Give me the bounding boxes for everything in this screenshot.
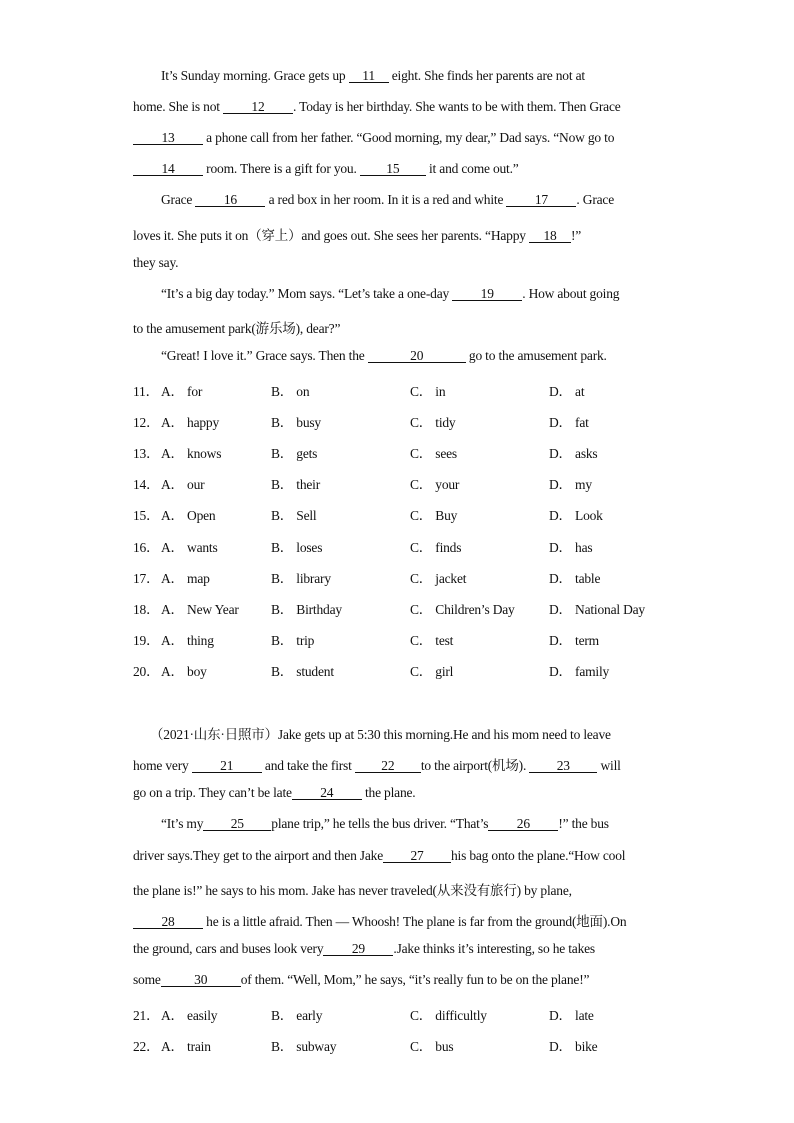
option-c[interactable]: C． jacket [410, 570, 467, 586]
option-b[interactable]: B． busy [271, 415, 321, 431]
option-b[interactable]: B． library [271, 570, 331, 586]
passage1-line [133, 130, 673, 146]
text: “Great! I love it.” Grace says. Then the [161, 348, 368, 363]
passage2-line [133, 972, 673, 988]
text: plane trip,” he tells the bus driver. “That’s [271, 816, 489, 831]
question-number: 13． [133, 446, 160, 462]
question-number: 16． [133, 539, 160, 555]
blank-16[interactable]: 16 [195, 193, 265, 207]
passage1-line [133, 161, 673, 177]
text: they say. [133, 255, 179, 270]
option-a[interactable]: A． thing [161, 632, 214, 648]
option-b[interactable]: B． their [271, 477, 321, 493]
blank-15[interactable]: 15 [360, 162, 426, 176]
option-c[interactable]: C． difficultly [410, 1008, 487, 1023]
option-c[interactable]: C． your [410, 477, 460, 493]
text: home. She is not [133, 99, 223, 114]
blank-14[interactable]: 14 [133, 162, 203, 176]
blank-28[interactable]: 28 [133, 915, 203, 929]
text: “It’s a big day today.” Mom says. “Let’s take a one-day [161, 286, 453, 301]
blank-17[interactable]: 17 [506, 193, 576, 207]
option-a[interactable]: A． knows [161, 446, 222, 462]
option-c[interactable]: C． test [410, 632, 454, 648]
option-d[interactable]: D． term [549, 632, 599, 648]
blank-25[interactable]: 25 [203, 817, 271, 831]
option-row [133, 473, 693, 491]
option-a[interactable]: A． wants [161, 539, 218, 555]
option-d[interactable]: D． Look [549, 508, 603, 524]
option-c[interactable]: C． finds [410, 539, 462, 555]
option-row [133, 504, 693, 522]
option-row [133, 660, 693, 678]
question-number: 12． [133, 415, 160, 431]
passage2-line [133, 941, 673, 957]
passage2-line [133, 785, 673, 801]
text: room. There is a gift for you. [203, 161, 360, 176]
option-row [133, 629, 693, 647]
option-b[interactable]: B． trip [271, 632, 315, 648]
text: .Jake thinks it’s interesting, so he takes [393, 941, 595, 956]
passage1-line [133, 255, 673, 271]
blank-27[interactable]: 27 [383, 849, 451, 863]
option-b[interactable]: B． subway [271, 1039, 337, 1054]
text: driver says.They get to the airport and then Jake [133, 848, 383, 863]
question-number: 15． [133, 508, 160, 524]
question-number: 18． [133, 601, 160, 617]
option-b[interactable]: B． student [271, 663, 334, 679]
passage1-line [161, 348, 701, 364]
question-number: 19． [133, 632, 160, 648]
text: “It’s my [161, 816, 204, 831]
passage1-line [133, 99, 673, 115]
option-c[interactable]: C． girl [410, 663, 454, 679]
text: and take the first [261, 758, 355, 773]
text: It’s Sunday morning. Grace gets up [161, 68, 349, 83]
blank-24[interactable]: 24 [292, 786, 362, 800]
option-b[interactable]: B． Birthday [271, 601, 342, 617]
passage1-line [133, 317, 673, 337]
option-b[interactable]: B． early [271, 1008, 323, 1023]
option-d[interactable]: D． late [549, 1008, 594, 1023]
option-row [133, 380, 693, 398]
option-row [133, 598, 693, 616]
option-d[interactable]: D． fat [549, 415, 589, 431]
text: some [133, 972, 161, 987]
option-d[interactable]: D． at [549, 384, 585, 399]
question-number: 14． [133, 477, 160, 493]
text: to the airport(机场). [420, 758, 530, 773]
blank-12[interactable]: 12 [223, 100, 293, 114]
question-number: 17． [133, 570, 160, 586]
option-b[interactable]: B． loses [271, 539, 323, 555]
passage2-line [161, 816, 701, 832]
passage1-line [133, 224, 673, 244]
text: !” [571, 228, 582, 243]
option-d[interactable]: D． National Day [549, 601, 645, 617]
blank-30[interactable]: 30 [161, 973, 241, 987]
text: to the amusement park(游乐场), dear?” [133, 321, 341, 336]
option-b[interactable]: B． Sell [271, 508, 317, 524]
option-a[interactable]: A． happy [161, 415, 220, 431]
option-c[interactable]: C． in [410, 384, 446, 399]
text: a red box in her room. In it is a red and white [265, 192, 507, 207]
option-c[interactable]: C． Children’s Day [410, 601, 515, 617]
passage2-line [133, 910, 673, 930]
option-a[interactable]: A． map [161, 570, 210, 586]
option-a[interactable]: A． boy [161, 663, 207, 679]
text: loves it. She puts it on（穿上）and goes out. She sees her parents. “Happy [133, 228, 529, 243]
option-row [133, 536, 693, 554]
passage1-line [161, 192, 701, 208]
text: the plane. [361, 785, 416, 800]
option-a[interactable]: A． train [161, 1039, 211, 1054]
text: will [597, 758, 621, 773]
passage2-line [133, 879, 673, 899]
option-row [133, 1004, 693, 1022]
option-a[interactable]: A． easily [161, 1008, 218, 1023]
option-c[interactable]: C． bus [410, 1039, 454, 1054]
text: it and come out.” [425, 161, 519, 176]
text: . Today is her birthday. She wants to be with them. Then Grace [292, 99, 621, 114]
text: go on a trip. They can’t be late [133, 785, 292, 800]
blank-13[interactable]: 13 [133, 131, 203, 145]
option-b[interactable]: B． on [271, 384, 310, 399]
option-d[interactable]: D． bike [549, 1039, 598, 1054]
text: （2021·山东·日照市）Jake gets up at 5:30 this morning.He and his mom need to leave [150, 727, 611, 742]
text: he is a little afraid. Then — Whoosh! The plane is far from the ground(地面).On [203, 914, 627, 929]
option-d[interactable]: D． family [549, 663, 610, 679]
blank-11[interactable]: 11 [349, 69, 389, 83]
blank-29[interactable]: 29 [323, 942, 393, 956]
text: Grace [161, 192, 196, 207]
passage2-line [150, 723, 690, 743]
option-row [133, 567, 693, 585]
text: the plane is!” he says to his mom. Jake has never traveled(从来没有旅行) by plane, [133, 883, 572, 898]
option-a[interactable]: A． Open [161, 508, 216, 524]
option-a[interactable]: A． our [161, 477, 205, 493]
option-b[interactable]: B． gets [271, 446, 318, 462]
option-row [133, 411, 693, 429]
option-row [133, 442, 693, 460]
option-row [133, 1035, 693, 1053]
blank-20[interactable]: 20 [368, 349, 466, 363]
question-number: 21． [133, 1008, 160, 1023]
option-d[interactable]: D． table [549, 570, 601, 586]
text: home very [133, 758, 192, 773]
option-c[interactable]: C． sees [410, 446, 457, 462]
option-c[interactable]: C． Buy [410, 508, 458, 524]
text: . Grace [576, 192, 614, 207]
passage2-line [133, 848, 673, 864]
text: his bag onto the plane.“How cool [451, 848, 626, 863]
text: of them. “Well, Mom,” he says, “it’s really fun to be on the plane!” [240, 972, 590, 987]
passage2-line [133, 754, 673, 774]
blank-22[interactable]: 22 [355, 759, 421, 773]
text: !” the bus [558, 816, 609, 831]
text: a phone call from her father. “Good morning, my dear,” Dad says. “Now go to [203, 130, 615, 145]
blank-26[interactable]: 26 [488, 817, 558, 831]
option-d[interactable]: D． asks [549, 446, 598, 462]
blank-19[interactable]: 19 [452, 287, 522, 301]
question-number: 11． [133, 384, 159, 399]
blank-18[interactable]: 18 [529, 229, 571, 243]
text: go to the amusement park. [465, 348, 607, 363]
option-c[interactable]: C． tidy [410, 415, 456, 431]
text: eight. She finds her parents are not at [388, 68, 585, 83]
blank-21[interactable]: 21 [192, 759, 262, 773]
passage1-line [161, 68, 701, 84]
option-d[interactable]: D． my [549, 477, 592, 493]
option-a[interactable]: A． New Year [161, 601, 239, 617]
text: . How about going [522, 286, 620, 301]
option-a[interactable]: A． for [161, 384, 203, 399]
blank-23[interactable]: 23 [529, 759, 597, 773]
passage1-line [161, 286, 701, 302]
option-d[interactable]: D． has [549, 539, 593, 555]
question-number: 20． [133, 663, 160, 679]
text: the ground, cars and buses look very [133, 941, 324, 956]
question-number: 22． [133, 1039, 160, 1054]
